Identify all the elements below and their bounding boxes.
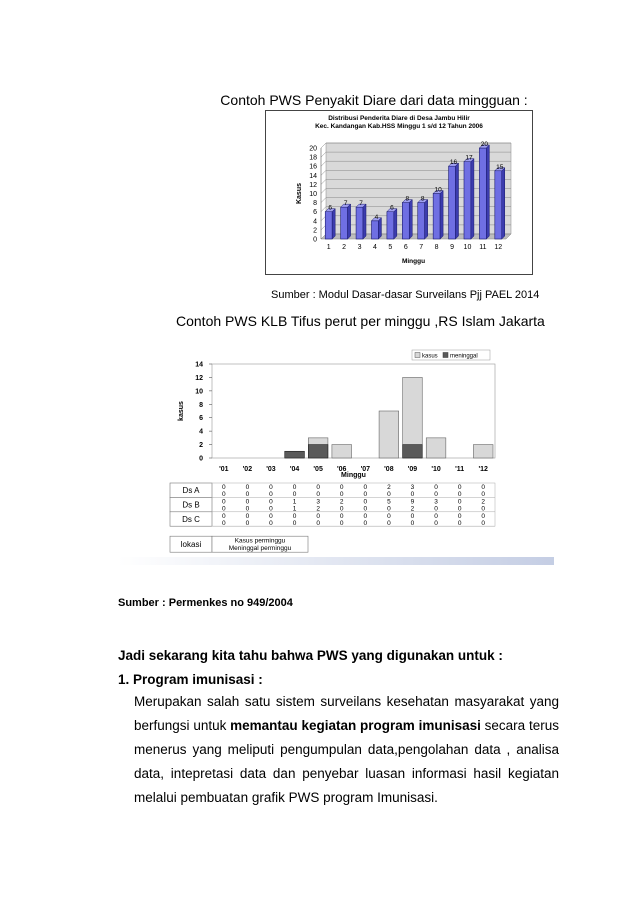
chart1-bar [387, 212, 394, 239]
divider [118, 557, 554, 565]
diare-chart-svg [266, 111, 532, 274]
chart2-table-cell: 0 [269, 512, 273, 520]
chart1-gridline-depth [321, 198, 326, 203]
chart2-table-cell: 0 [434, 512, 438, 520]
chart1-xtick: 10 [463, 244, 472, 251]
chart1-gridline-depth [321, 143, 326, 148]
chart2-table-cell: 0 [245, 505, 250, 513]
chart2-table-cell: 0 [245, 520, 250, 527]
chart2-table-cell: 0 [387, 512, 391, 520]
chart2-xtick: '06 [336, 466, 347, 473]
chart1-gridline-depth [321, 179, 326, 184]
chart2-xtick: '08 [384, 466, 394, 473]
chart2-table-cell: 0 [481, 505, 486, 513]
chart2-table-cell: 0 [245, 484, 250, 491]
chart2-table-cell: 0 [245, 498, 250, 506]
chart1-bar [418, 203, 425, 239]
chart2-ytick: 2 [199, 442, 203, 450]
chart1-data-label: 10 [434, 186, 442, 194]
chart2-table-cell: 0 [269, 505, 273, 513]
chart2-table-cell: 3 [316, 498, 320, 506]
chart1-ytick: 6 [313, 209, 317, 217]
chart2-table-rowlabel: Ds B [182, 500, 200, 510]
chart2-xtick: '11 [455, 466, 465, 473]
chart2-bar-kasus [332, 445, 352, 458]
chart2-table-rowlabel: Ds A [182, 486, 200, 496]
chart1-bar-side [502, 168, 505, 239]
chart2-ytick: 8 [199, 401, 203, 409]
chart2-table-cell: 0 [410, 520, 415, 527]
chart1-xtick: 3 [357, 244, 362, 251]
paragraph [134, 690, 559, 810]
chart2-table-cell: 0 [221, 512, 226, 520]
section-heading: Jadi sekarang kita tahu bahwa PWS yang digunakan untuk : [118, 648, 503, 663]
chart2-table-cell: 0 [363, 498, 368, 506]
chart2-table-cell: 0 [316, 484, 320, 491]
chart1-bar-side [394, 209, 397, 239]
chart2-table-cell: 2 [339, 498, 344, 506]
chart1-data-label: 16 [449, 159, 458, 167]
chart2-table-cell: 0 [410, 491, 415, 499]
chart1-xtick: 12 [494, 244, 503, 251]
chart2-key-label: lokasi [180, 540, 202, 550]
chart2-xtick: '09 [407, 466, 418, 473]
chart2-table-cell: 0 [410, 512, 415, 520]
chart2-table-cell: 0 [221, 505, 226, 513]
chart2-table-cell: 0 [316, 520, 320, 527]
chart2-table-cell: 0 [434, 505, 438, 513]
chart2-table-cell: 0 [221, 484, 226, 491]
chart2-table-frame [212, 483, 495, 526]
chart2-bar-meninggal [403, 445, 423, 458]
chart1-gridline-depth [321, 170, 326, 175]
chart1-bar [449, 166, 456, 239]
chart2-table-cell: 0 [387, 491, 391, 499]
chart2-table-cell: 0 [457, 512, 462, 520]
chart2-table-cell: 0 [339, 505, 344, 513]
chart2-table-cell: 0 [363, 491, 368, 499]
chart1-bar [341, 207, 348, 239]
chart2-table-cell: 0 [481, 491, 486, 499]
chart2-table-cell: 0 [457, 484, 462, 491]
chart2-table-cell: 0 [269, 491, 273, 499]
chart1-xtick: 9 [450, 244, 454, 251]
chart2-table-cell: 0 [316, 491, 320, 499]
chart2-table-cell: 0 [339, 491, 344, 499]
chart2-xtick: '04 [289, 466, 300, 473]
chart2-xtick: '07 [360, 466, 371, 473]
chart2-table-cell: 0 [292, 520, 297, 527]
chart1-xtick: 6 [403, 244, 408, 251]
chart1-ylabel: Kasus [296, 182, 303, 205]
chart1-data-label: 8 [405, 195, 410, 203]
chart2-table-cell: 1 [292, 498, 297, 506]
chart2-xtick: '02 [242, 466, 253, 473]
paragraph-text: Merupakan salah satu sistem surveilans kesehatan masyarakat yang berfungsi untuk [134, 694, 559, 733]
chart1-title: Distribusi Penderita Diare di Desa Jambu Hilir [328, 115, 470, 122]
chart1-ytick: 0 [313, 236, 317, 244]
chart1-bar-side [332, 209, 335, 239]
chart2-table-cell: 0 [269, 498, 273, 506]
diare-chart [265, 110, 533, 275]
chart1-ytick: 2 [313, 227, 317, 235]
chart1-xtick: 7 [419, 244, 424, 251]
chart2-ylabel: kasus [178, 401, 185, 421]
chart2-table-cell: 0 [221, 498, 226, 506]
chart2-xlabel: Minggu [341, 472, 366, 479]
chart2-xtick: '05 [313, 466, 323, 473]
chart1-subtitle: Kec. Kandangan Kab.HSS Minggu 1 s/d 12 Tahun 2006 [315, 123, 483, 130]
chart2-table-cell: 0 [481, 512, 486, 520]
chart2-legend-kasus: kasus [422, 353, 438, 360]
chart1-data-label: 15 [496, 163, 504, 171]
chart1-data-label: 7 [343, 200, 348, 208]
chart2-table-cell: 0 [387, 520, 391, 527]
chart1-bar-side [471, 159, 474, 239]
chart2-table-cell: 0 [363, 520, 368, 527]
chart1-data-label: 7 [359, 200, 363, 208]
chart1-xtick: 1 [326, 244, 331, 251]
chart2-xtick: '12 [478, 466, 488, 473]
chart2-table-cell: 0 [387, 505, 391, 513]
list-item-title: 1. Program imunisasi : [118, 672, 263, 687]
chart2-table-cell: 0 [245, 512, 250, 520]
chart2-bar-meninggal [285, 451, 305, 458]
chart2-table-cell: 0 [292, 491, 297, 499]
chart2-table-cell: 2 [410, 505, 415, 513]
chart1-bar-side [456, 163, 459, 239]
chart1-source: Sumber : Modul Dasar-dasar Surveilans Pjj PAEL 2014 [271, 289, 540, 301]
chart1-bar [325, 212, 332, 239]
chart2-table-cell: 0 [339, 520, 344, 527]
chart2-table-cell: 0 [269, 484, 273, 491]
chart2-key-line2: Meninggal perminggu [228, 545, 292, 553]
chart1-bar [356, 207, 363, 239]
chart1-xtick: 8 [434, 244, 439, 251]
chart2-table-cell: 0 [363, 512, 368, 520]
chart2-table-cell: 0 [339, 484, 344, 491]
chart1-bar [402, 203, 409, 239]
chart1-data-label: 6 [390, 204, 394, 212]
chart2-plot-area [212, 364, 495, 458]
chart2-table-cell: 0 [363, 505, 368, 513]
chart2-table-cell: 0 [245, 491, 250, 499]
chart1-xtick: 4 [373, 244, 377, 251]
chart2-table-cell: 0 [221, 491, 226, 499]
chart1-gridline-depth [321, 152, 326, 157]
chart2-table-cell: 0 [221, 520, 226, 527]
chart1-ytick: 16 [309, 163, 317, 171]
chart1-data-label: 8 [420, 195, 425, 203]
chart2-table-cell: 2 [387, 484, 391, 491]
chart1-ytick: 14 [309, 172, 317, 180]
chart2-xtick: '10 [431, 466, 441, 473]
chart2-table-cell: 0 [292, 512, 297, 520]
chart1-bar-side [425, 200, 428, 239]
chart1-data-label: 20 [480, 141, 488, 148]
chart2-table-cell: 0 [481, 484, 486, 491]
chart1-bar-side [409, 200, 412, 239]
chart2-table-cell: 3 [410, 484, 415, 491]
chart2-table-cell: 0 [269, 520, 273, 527]
chart1-ytick: 8 [313, 200, 317, 208]
chart2-table-cell: 0 [457, 491, 462, 499]
chart2-legend-meninggal: meninggal [450, 353, 478, 360]
chart2-table-cell: 2 [481, 498, 486, 506]
chart2-table-cell: 0 [292, 484, 297, 491]
chart2-table-cell: 0 [457, 505, 462, 513]
chart1-xtick: 2 [342, 244, 347, 251]
chart1-ytick: 12 [309, 181, 317, 189]
chart1-bar [464, 162, 471, 239]
chart1-bar [371, 221, 378, 239]
chart2-table-cell: 0 [457, 498, 462, 506]
chart1-data-label: 4 [374, 213, 379, 221]
chart2-table-cell: 1 [292, 505, 297, 513]
chart2-table-cell: 0 [339, 512, 344, 520]
chart2-caption: Contoh PWS KLB Tifus perut per minggu ,RS Islam Jakarta [176, 313, 545, 329]
chart1-gridline-depth [321, 161, 326, 166]
chart2-table-cell: 0 [434, 484, 438, 491]
chart1-bar-side [363, 204, 366, 239]
chart2-bar-kasus [473, 445, 493, 458]
chart2-table-cell: 0 [363, 484, 368, 491]
chart1-bar-side [486, 145, 489, 239]
chart1-bar-side [440, 191, 443, 240]
chart2-legend-swatch-meninggal [443, 353, 448, 358]
chart2-xtick: '01 [219, 466, 229, 473]
tifus-chart [150, 340, 505, 570]
chart1-data-label: 6 [328, 204, 333, 212]
chart1-bar [433, 194, 440, 240]
chart1-xtick: 11 [479, 244, 487, 251]
chart2-ytick: 4 [199, 428, 203, 436]
chart2-table-cell: 3 [434, 498, 438, 506]
chart2-table-cell: 0 [434, 520, 438, 527]
chart1-bar-side [348, 204, 351, 239]
paragraph-bold: memantau kegiatan program imunisasi [230, 718, 481, 733]
chart1-ytick: 4 [313, 218, 317, 226]
chart2-bar-meninggal [308, 445, 328, 458]
chart2-ytick: 6 [199, 415, 203, 423]
chart1-xtick: 5 [388, 244, 393, 251]
chart2-table-cell: 5 [387, 498, 391, 506]
chart2-key-line1: Kasus perminggu [234, 537, 286, 545]
chart2-ytick: 0 [199, 455, 203, 463]
chart2-table-cell: 9 [410, 498, 415, 506]
chart2-bar-kasus [379, 411, 399, 458]
chart2-table-cell: 2 [316, 505, 320, 513]
chart1-xlabel: Minggu [401, 258, 426, 265]
chart2-table-cell: 0 [457, 520, 462, 527]
chart1-gridline-depth [321, 189, 326, 194]
chart2-ytick: 14 [195, 361, 203, 369]
tifus-chart-svg [150, 340, 505, 570]
chart2-xtick: '03 [266, 466, 276, 473]
chart2-table-cell: 0 [434, 491, 438, 499]
chart2-legend-swatch-kasus [415, 353, 420, 358]
chart2-source: Sumber : Permenkes no 949/2004 [118, 597, 293, 609]
chart2-ytick: 12 [195, 374, 203, 382]
chart1-data-label: 17 [465, 154, 473, 162]
chart2-ytick: 10 [195, 388, 203, 396]
chart2-table-rowlabel: Ds C [182, 515, 200, 524]
paragraph-text-2: secara terus menerus yang meliputi pengumpulan data,pengolahan data , analisa data, intepretasi data dan penyebar luasan informasi hasil kegiatan melalui pembuatan grafik PWS program Imunisasi. [134, 718, 559, 805]
chart2-table-cell: 0 [316, 512, 320, 520]
chart1-bar [479, 148, 486, 239]
chart2-bar-kasus [426, 438, 446, 458]
chart1-gridline-depth [321, 207, 326, 212]
chart1-ytick: 10 [309, 191, 317, 198]
chart1-ytick: 18 [309, 154, 317, 162]
chart1-bar [495, 171, 502, 239]
chart1-caption: Contoh PWS Penyakit Diare dari data mingguan : [220, 92, 528, 108]
chart2-table-cell: 0 [481, 520, 486, 527]
chart1-bar-side [378, 218, 381, 239]
chart1-ytick: 20 [309, 145, 317, 153]
